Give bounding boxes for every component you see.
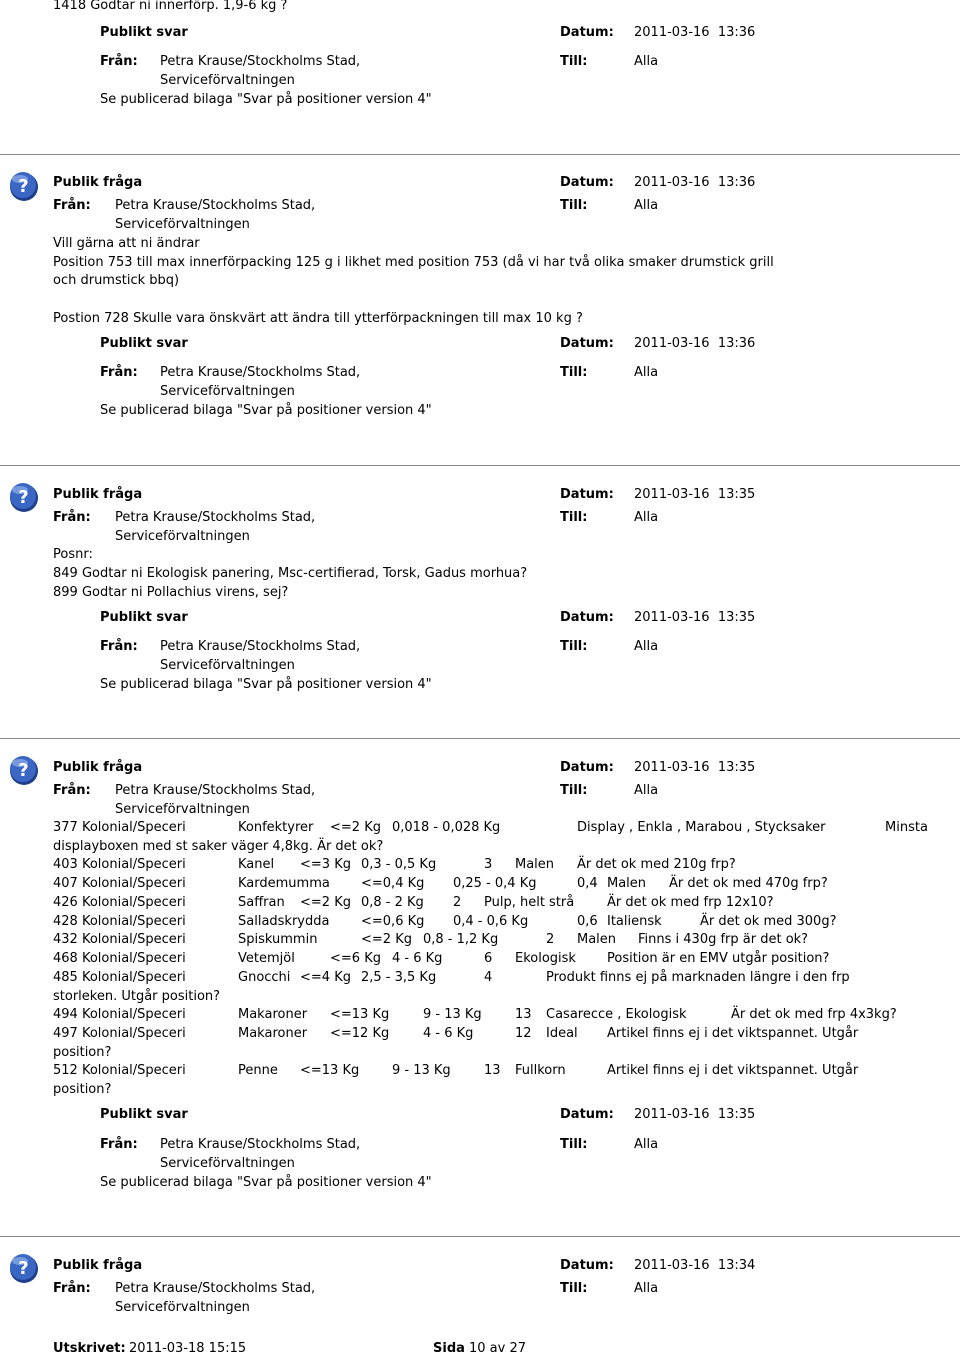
recipient: Alla xyxy=(634,639,659,654)
from-label: Från: xyxy=(53,198,91,213)
table-cell: 426 Kolonial/Speceri xyxy=(53,895,186,910)
separator-line xyxy=(0,1236,960,1237)
table-cell: Salladskrydda xyxy=(238,914,330,929)
table-cell: <=6 Kg xyxy=(330,951,381,966)
recipient: Alla xyxy=(634,783,659,798)
question-mark-icon xyxy=(8,170,40,202)
to-label: Till: xyxy=(560,1281,588,1296)
sender-department: Serviceförvaltningen xyxy=(115,217,250,232)
to-label: Till: xyxy=(560,783,588,798)
printed-timestamp: 2011-03-18 15:15 xyxy=(129,1341,247,1356)
table-cell: 0,8 - 1,2 Kg xyxy=(423,932,499,947)
attachment-note: Se publicerad bilaga "Svar på positioner version 4" xyxy=(100,92,432,107)
answer-label: Publikt svar xyxy=(100,610,188,625)
to-label: Till: xyxy=(560,365,588,380)
from-label: Från: xyxy=(100,365,138,380)
sender-name: Petra Krause/Stockholms Stad, xyxy=(160,639,361,654)
table-cell: Minsta xyxy=(885,820,928,835)
table-cell: Saffran xyxy=(238,895,285,910)
table-cell: <=2 Kg xyxy=(361,932,412,947)
to-label: Till: xyxy=(560,510,588,525)
table-cell: 13 xyxy=(484,1063,501,1078)
table-cell: 9 - 13 Kg xyxy=(423,1007,482,1022)
table-cell: 2 xyxy=(546,932,555,947)
svg-text:?: ? xyxy=(18,176,29,197)
question-datetime: 2011-03-16 13:35 xyxy=(634,760,756,775)
table-cell: 0,25 - 0,4 Kg xyxy=(453,876,537,891)
table-cell: 4 xyxy=(484,970,493,985)
table-cell: 2,5 - 3,5 Kg xyxy=(361,970,437,985)
answer-label: Publikt svar xyxy=(100,25,188,40)
table-cell: 0,4 xyxy=(577,876,598,891)
table-cell: 377 Kolonial/Speceri xyxy=(53,820,186,835)
table-cell: Ideal xyxy=(546,1026,578,1041)
answer-datetime: 2011-03-16 13:36 xyxy=(634,25,756,40)
table-cell: 407 Kolonial/Speceri xyxy=(53,876,186,891)
recipient: Alla xyxy=(634,365,659,380)
table-cell: 12 xyxy=(515,1026,532,1041)
question-label: Publik fråga xyxy=(53,760,143,775)
question-datetime: 2011-03-16 13:36 xyxy=(634,175,756,190)
recipient: Alla xyxy=(634,54,659,69)
table-cell: Ekologisk xyxy=(515,951,576,966)
table-row-continuation: position? xyxy=(53,1045,112,1060)
sender-name: Petra Krause/Stockholms Stad, xyxy=(115,198,316,213)
table-cell: 0,018 - 0,028 Kg xyxy=(392,820,501,835)
table-cell: Malen xyxy=(515,857,555,872)
recipient: Alla xyxy=(634,510,659,525)
table-cell: Makaroner xyxy=(238,1007,308,1022)
table-cell: Position är en EMV utgår position? xyxy=(607,951,830,966)
question-body-line: Position 753 till max innerförpacking 125 g i likhet med position 753 (då vi har två olika smaker drumstick grill xyxy=(53,255,774,270)
to-label: Till: xyxy=(560,54,588,69)
sender-department: Serviceförvaltningen xyxy=(160,384,295,399)
table-row-continuation: position? xyxy=(53,1082,112,1097)
table-cell: Artikel finns ej i det viktspannet. Utgår xyxy=(607,1063,859,1078)
from-label: Från: xyxy=(100,639,138,654)
table-cell: <=4 Kg xyxy=(300,970,351,985)
table-cell: Vetemjöl xyxy=(238,951,295,966)
date-label: Datum: xyxy=(560,760,614,775)
sender-department: Serviceförvaltningen xyxy=(115,1300,250,1315)
table-cell: Spiskummin xyxy=(238,932,318,947)
table-cell: 432 Kolonial/Speceri xyxy=(53,932,186,947)
table-cell: 0,8 - 2 Kg xyxy=(361,895,424,910)
table-cell: <=2 Kg xyxy=(300,895,351,910)
attachment-note: Se publicerad bilaga "Svar på positioner version 4" xyxy=(100,1175,432,1190)
table-cell: Är det ok med frp 4x3kg? xyxy=(731,1007,897,1022)
table-cell: Malen xyxy=(607,876,647,891)
recipient: Alla xyxy=(634,1281,659,1296)
sender-department: Serviceförvaltningen xyxy=(160,1156,295,1171)
from-label: Från: xyxy=(100,1137,138,1152)
recipient: Alla xyxy=(634,198,659,213)
from-label: Från: xyxy=(53,1281,91,1296)
table-cell: Makaroner xyxy=(238,1026,308,1041)
table-cell: Finns i 430g frp är det ok? xyxy=(638,932,809,947)
date-label: Datum: xyxy=(560,610,614,625)
table-cell: Gnocchi xyxy=(238,970,291,985)
svg-text:?: ? xyxy=(18,760,29,781)
date-label: Datum: xyxy=(560,1258,614,1273)
sender-department: Serviceförvaltningen xyxy=(160,73,295,88)
from-label: Från: xyxy=(53,783,91,798)
table-cell: 0,6 xyxy=(577,914,598,929)
question-mark-icon xyxy=(8,1252,40,1284)
to-label: Till: xyxy=(560,1137,588,1152)
question-body-line: Posnr: xyxy=(53,547,93,562)
table-cell: 13 xyxy=(515,1007,532,1022)
table-cell: Penne xyxy=(238,1063,278,1078)
question-body-line: Vill gärna att ni ändrar xyxy=(53,236,200,251)
question-datetime: 2011-03-16 13:34 xyxy=(634,1258,756,1273)
table-cell: <=13 Kg xyxy=(330,1007,390,1022)
table-cell: 0,4 - 0,6 Kg xyxy=(453,914,529,929)
table-row-continuation: displayboxen med st saker väger 4,8kg. Är det ok? xyxy=(53,839,384,854)
from-label: Från: xyxy=(53,510,91,525)
table-cell: 428 Kolonial/Speceri xyxy=(53,914,186,929)
question-label: Publik fråga xyxy=(53,175,143,190)
sender-department: Serviceförvaltningen xyxy=(160,658,295,673)
table-cell: 494 Kolonial/Speceri xyxy=(53,1007,186,1022)
svg-text:?: ? xyxy=(18,487,29,508)
to-label: Till: xyxy=(560,639,588,654)
question-datetime: 2011-03-16 13:35 xyxy=(634,487,756,502)
to-label: Till: xyxy=(560,198,588,213)
svg-text:?: ? xyxy=(18,1258,29,1279)
sender-name: Petra Krause/Stockholms Stad, xyxy=(160,365,361,380)
separator-line xyxy=(0,738,960,739)
table-cell: <=3 Kg xyxy=(300,857,351,872)
sender-name: Petra Krause/Stockholms Stad, xyxy=(160,54,361,69)
answer-datetime: 2011-03-16 13:35 xyxy=(634,610,756,625)
answer-datetime: 2011-03-16 13:36 xyxy=(634,336,756,351)
table-cell: Pulp, helt strå xyxy=(484,895,575,910)
question-body-line: 849 Godtar ni Ekologisk panering, Msc-certifierad, Torsk, Gadus morhua? xyxy=(53,566,528,581)
from-label: Från: xyxy=(100,54,138,69)
page-number: 10 av 27 xyxy=(469,1341,527,1356)
sender-name: Petra Krause/Stockholms Stad, xyxy=(160,1137,361,1152)
table-cell: 4 - 6 Kg xyxy=(423,1026,474,1041)
table-cell: Är det ok med 300g? xyxy=(700,914,837,929)
date-label: Datum: xyxy=(560,25,614,40)
table-cell: 4 - 6 Kg xyxy=(392,951,443,966)
separator-line xyxy=(0,465,960,466)
separator-line xyxy=(0,154,960,155)
table-cell: <=0,4 Kg xyxy=(361,876,425,891)
answer-label: Publikt svar xyxy=(100,1107,188,1122)
table-cell: Display , Enkla , Marabou , Stycksaker xyxy=(577,820,826,835)
table-cell: <=2 Kg xyxy=(330,820,381,835)
table-cell: <=12 Kg xyxy=(330,1026,390,1041)
table-cell: Artikel finns ej i det viktspannet. Utgår xyxy=(607,1026,859,1041)
page-label: Sida xyxy=(433,1341,465,1356)
table-cell: Kanel xyxy=(238,857,275,872)
table-cell: <=0,6 Kg xyxy=(361,914,425,929)
table-cell: Italiensk xyxy=(607,914,662,929)
table-cell: Produkt finns ej på marknaden längre i den frp xyxy=(546,970,850,985)
sender-name: Petra Krause/Stockholms Stad, xyxy=(115,510,316,525)
previous-question-tail: 1418 Godtar ni innerförp. 1,9-6 kg ? xyxy=(53,0,288,13)
table-cell: 0,3 - 0,5 Kg xyxy=(361,857,437,872)
table-cell: 6 xyxy=(484,951,493,966)
printed-label: Utskrivet: xyxy=(53,1341,126,1356)
table-cell: Är det ok med 210g frp? xyxy=(577,857,736,872)
attachment-note: Se publicerad bilaga "Svar på positioner version 4" xyxy=(100,403,432,418)
question-label: Publik fråga xyxy=(53,1258,143,1273)
table-cell: Malen xyxy=(577,932,617,947)
attachment-note: Se publicerad bilaga "Svar på positioner version 4" xyxy=(100,677,432,692)
table-cell: Är det ok med frp 12x10? xyxy=(607,895,774,910)
table-row-continuation: storleken. Utgår position? xyxy=(53,989,221,1004)
answer-datetime: 2011-03-16 13:35 xyxy=(634,1107,756,1122)
table-cell: 9 - 13 Kg xyxy=(392,1063,451,1078)
sender-name: Petra Krause/Stockholms Stad, xyxy=(115,783,316,798)
table-cell: <=13 Kg xyxy=(300,1063,360,1078)
table-cell: 512 Kolonial/Speceri xyxy=(53,1063,186,1078)
question-mark-icon xyxy=(8,754,40,786)
table-cell: Kardemumma xyxy=(238,876,330,891)
sender-department: Serviceförvaltningen xyxy=(115,529,250,544)
table-cell: Är det ok med 470g frp? xyxy=(669,876,828,891)
table-cell: 3 xyxy=(484,857,493,872)
table-cell: Konfektyrer xyxy=(238,820,314,835)
sender-name: Petra Krause/Stockholms Stad, xyxy=(115,1281,316,1296)
date-label: Datum: xyxy=(560,487,614,502)
table-cell: 403 Kolonial/Speceri xyxy=(53,857,186,872)
table-cell: Casarecce , Ekologisk xyxy=(546,1007,687,1022)
question-mark-icon xyxy=(8,481,40,513)
sender-department: Serviceförvaltningen xyxy=(115,802,250,817)
table-cell: Fullkorn xyxy=(515,1063,566,1078)
question-body-line: och drumstick bbq) xyxy=(53,273,180,288)
table-cell: 2 xyxy=(453,895,462,910)
answer-label: Publikt svar xyxy=(100,336,188,351)
question-label: Publik fråga xyxy=(53,487,143,502)
question-body-line: 899 Godtar ni Pollachius virens, sej? xyxy=(53,585,289,600)
table-cell: 468 Kolonial/Speceri xyxy=(53,951,186,966)
question-body-line: Postion 728 Skulle vara önskvärt att ändra till ytterförpackningen till max 10 kg ? xyxy=(53,311,583,326)
table-cell: 497 Kolonial/Speceri xyxy=(53,1026,186,1041)
date-label: Datum: xyxy=(560,1107,614,1122)
date-label: Datum: xyxy=(560,175,614,190)
recipient: Alla xyxy=(634,1137,659,1152)
date-label: Datum: xyxy=(560,336,614,351)
table-cell: 485 Kolonial/Speceri xyxy=(53,970,186,985)
